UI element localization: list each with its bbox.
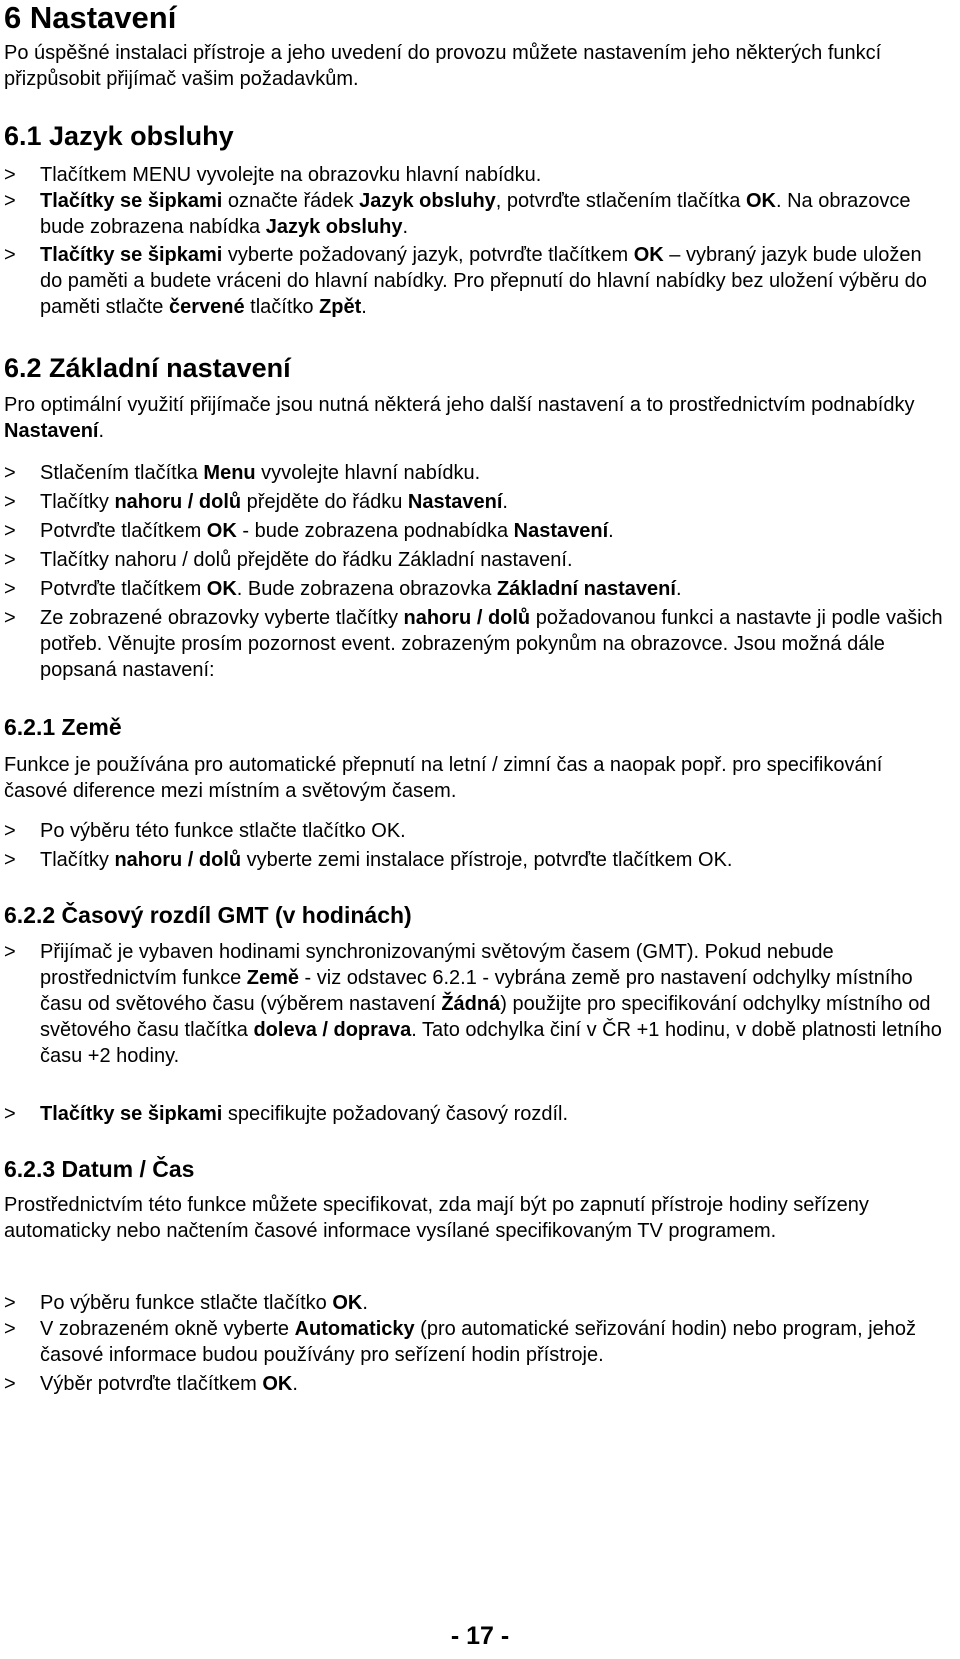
text-run: Ze zobrazené obrazovky vyberte tlačítky <box>40 607 404 629</box>
list-item <box>4 242 944 320</box>
bold-text: Jazyk obsluhy <box>265 216 403 238</box>
text-run: vyberte požadovaný jazyk, potvrďte tlačítkem <box>222 244 634 266</box>
bold-text: OK <box>745 190 776 212</box>
bullet-marker: > <box>4 190 16 212</box>
bold-text: Žádná <box>441 993 501 1015</box>
list-item-text <box>40 547 944 573</box>
text-run: tlačítko <box>244 296 320 318</box>
bold-text: OK <box>262 1373 293 1395</box>
list-item <box>4 162 944 188</box>
text-run: vyvolejte hlavní nabídku. <box>255 462 481 484</box>
text-run: označte řádek <box>222 190 360 212</box>
bold-text: červené <box>168 296 245 318</box>
bold-text: Tlačítky se šipkami <box>40 244 223 266</box>
list-item-text <box>40 242 944 320</box>
text-run: V zobrazeném okně vyberte <box>40 1318 295 1340</box>
section-6-2-heading: 6.2 Základní nastavení <box>4 353 291 383</box>
list-item-text <box>40 489 944 515</box>
text-run: . <box>608 520 614 542</box>
list-item-text <box>40 188 944 240</box>
list-item-text <box>40 460 944 486</box>
bullet-marker: > <box>4 244 16 266</box>
text-run: Stlačením tlačítka <box>40 462 204 484</box>
list-item <box>4 605 944 683</box>
text-run: Tlačítky nahoru / dolů přejděte do řádku Základní nastavení. <box>40 549 573 571</box>
list-item-text <box>40 605 944 683</box>
list-item <box>4 188 944 240</box>
text-run: . <box>675 578 682 600</box>
text-run: Po výběru funkce stlačte tlačítko <box>40 1292 333 1314</box>
list-item-text <box>40 162 944 188</box>
text-run: . <box>502 491 508 513</box>
list-item <box>4 1316 944 1368</box>
text-run: Tlačítky <box>40 491 115 513</box>
bold-text: OK <box>332 1292 363 1314</box>
bullet-marker: > <box>4 607 16 629</box>
text-run: . <box>402 216 409 238</box>
bullet-marker: > <box>4 462 16 484</box>
bold-text: OK <box>206 578 237 600</box>
text-run: . Tato odchylka činí v ČR +1 hodinu, v době platnosti letního času +2 hodiny. <box>40 1019 942 1067</box>
text-run: - bude zobrazena podnabídka <box>236 520 514 542</box>
bullet-marker: > <box>4 1292 16 1314</box>
list-item-text <box>40 1316 944 1368</box>
list-item <box>4 1371 944 1397</box>
list-item-text <box>40 818 944 844</box>
section-6-2-1-intro: Funkce je používána pro automatické přepnutí na letní / zimní čas a naopak popř. pro specifikování časové diference mezi místním a světovým časem. <box>4 754 883 802</box>
list-item <box>4 547 944 573</box>
section-6-1-heading: 6.1 Jazyk obsluhy <box>4 121 234 151</box>
text-run: . Na obrazovce bude zobrazena nabídka <box>40 190 911 238</box>
text-run: ) použijte pro specifikování odchylky místního od světového času tlačítka <box>40 993 931 1041</box>
text-run: Pro optimální využití přijímače jsou nutná některá jeho další nastavení a to prostřednictvím podnabídky <box>4 394 915 416</box>
page-number: - 17 - <box>450 1622 510 1650</box>
bold-text: doleva / doprava <box>253 1019 412 1041</box>
bold-text: nahoru / dolů <box>114 491 242 513</box>
bold-text: Nastavení <box>513 520 609 542</box>
bullet-marker: > <box>4 1103 16 1125</box>
bold-text: OK <box>633 244 664 266</box>
text-run: . Bude zobrazena obrazovka <box>236 578 497 600</box>
section-6-heading: 6 Nastavení <box>4 0 177 35</box>
section-6-2-3-heading: 6.2.3 Datum / Čas <box>4 1156 195 1182</box>
bullet-marker: > <box>4 1318 16 1340</box>
section-6-2-intro <box>4 392 944 444</box>
text-run: - viz odstavec 6.2.1 - vybrána země pro nastavení odchylky místního času od světového času (výběrem nastavení <box>40 967 913 1015</box>
bullet-marker: > <box>4 1373 16 1395</box>
text-run: Potvrďte tlačítkem <box>40 578 207 600</box>
text-run: Potvrďte tlačítkem <box>40 520 207 542</box>
bullet-marker: > <box>4 820 16 842</box>
bold-text: Nastavení <box>407 491 503 513</box>
list-item-text <box>40 518 944 544</box>
text-run: Výběr potvrďte tlačítkem <box>40 1373 263 1395</box>
text-run: požadovanou funkci a nastavte ji podle vašich potřeb. Věnujte prosím pozornost event. zobrazeným pokynům na obrazovce. Jsou možná dále popsaná nastavení: <box>40 607 943 681</box>
text-run: specifikujte požadovaný časový rozdíl. <box>222 1103 569 1125</box>
text-run: Tlačítkem MENU vyvolejte na obrazovku hlavní nabídku. <box>40 164 542 186</box>
section-6-intro: Po úspěšné instalaci přístroje a jeho uvedení do provozu můžete nastavením jeho některých funkcí přizpůsobit přijímač vašim požadavkům. <box>4 42 882 90</box>
bold-text: nahoru / dolů <box>403 607 531 629</box>
text-run: Tlačítky <box>40 849 115 871</box>
list-item <box>4 818 944 844</box>
bullet-marker: > <box>4 941 16 963</box>
bullet-marker: > <box>4 520 16 542</box>
list-item <box>4 1101 944 1127</box>
bullet-marker: > <box>4 849 16 871</box>
bold-text: Základní nastavení <box>496 578 676 600</box>
list-item <box>4 518 944 544</box>
bold-text: Tlačítky se šipkami <box>40 1103 223 1125</box>
text-run: vyberte zemi instalace přístroje, potvrďte tlačítkem OK. <box>241 849 733 871</box>
bold-text: Tlačítky se šipkami <box>40 190 223 212</box>
bold-text: Zpět <box>319 296 362 318</box>
bold-text: Jazyk obsluhy <box>359 190 496 212</box>
bold-text: nahoru / dolů <box>114 849 242 871</box>
text-run: Přijímač je vybaven hodinami synchronizovanými světovým časem (GMT). Pokud nebude prostřednictvím funkce <box>40 941 834 989</box>
list-item-text <box>40 1371 944 1397</box>
text-run: přejděte do řádku <box>241 491 408 513</box>
bold-text: Automaticky <box>294 1318 415 1340</box>
bold-text: OK <box>206 520 237 542</box>
list-item-text <box>40 1290 944 1316</box>
list-item-text <box>40 1101 944 1127</box>
bold-text: Nastavení <box>4 420 99 442</box>
list-item <box>4 1290 944 1316</box>
text-run: – vybraný jazyk bude uložen do paměti a budete vráceni do hlavní nabídky. Pro přepnutí do hlavní nabídky bez uložení výběru do paměti stlačte <box>40 244 927 318</box>
text-run: . <box>361 296 367 318</box>
text-run: . <box>292 1373 298 1395</box>
list-item-text <box>40 576 944 602</box>
bullet-marker: > <box>4 164 16 186</box>
bold-text: Země <box>246 967 299 989</box>
list-item <box>4 847 944 873</box>
bullet-marker: > <box>4 578 16 600</box>
section-6-2-3-intro: Prostřednictvím této funkce můžete specifikovat, zda mají být po zapnutí přístroje hodiny seřízeny automaticky nebo načtením časové informace vysílané specifikovaným TV programem. <box>4 1194 869 1242</box>
list-item <box>4 460 944 486</box>
list-item-text <box>40 939 944 1069</box>
list-item <box>4 489 944 515</box>
bold-text: Menu <box>203 462 256 484</box>
list-item <box>4 939 944 1069</box>
section-6-2-2-heading: 6.2.2 Časový rozdíl GMT (v hodinách) <box>4 902 412 928</box>
text-run: (pro automatické seřizování hodin) nebo program, jehož časové informace budou používány pro seřízení hodin přístroje. <box>40 1318 917 1366</box>
text-run: . <box>362 1292 368 1314</box>
section-6-2-1-heading: 6.2.1 Země <box>4 714 122 740</box>
bullet-marker: > <box>4 491 16 513</box>
list-item-text <box>40 847 944 873</box>
text-run: . <box>98 420 105 442</box>
bullet-marker: > <box>4 549 16 571</box>
text-run: , potvrďte stlačením tlačítka <box>495 190 746 212</box>
text-run: Po výběru této funkce stlačte tlačítko OK. <box>40 820 406 842</box>
list-item <box>4 576 944 602</box>
